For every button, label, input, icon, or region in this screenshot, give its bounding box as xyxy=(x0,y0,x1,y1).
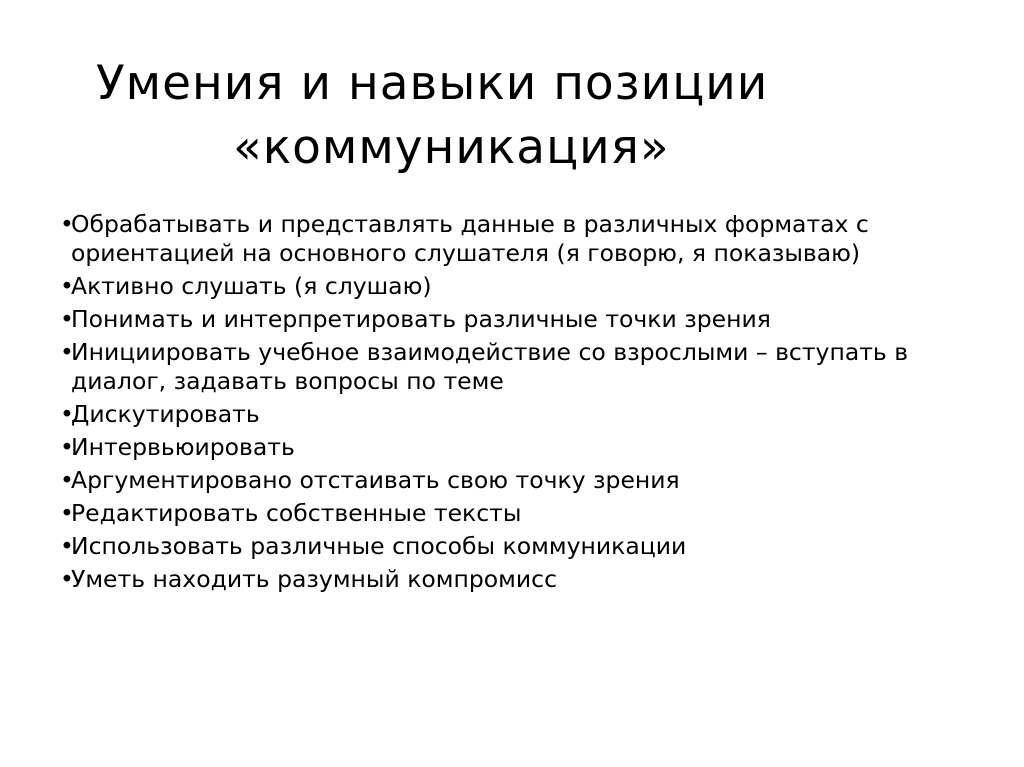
bullet-icon: • xyxy=(60,305,74,333)
title-line-2: «коммуникация» xyxy=(233,120,670,175)
title-line-1: Умения и навыки позиции xyxy=(96,56,769,111)
list-item-text: Уметь находить разумный компромисс xyxy=(71,565,558,593)
list-item xyxy=(60,305,990,334)
list-item xyxy=(60,532,990,561)
list-item-text: Интервьюировать xyxy=(71,433,295,461)
list-item xyxy=(60,466,990,495)
list-item xyxy=(60,499,990,528)
list-item xyxy=(60,565,990,594)
list-item xyxy=(60,433,990,462)
bullet-icon: • xyxy=(60,499,74,527)
list-item xyxy=(60,210,990,268)
list-item-text: Обрабатывать и представлять данные в различных форматах с ориентацией на основного слушателя (я говорю, я показываю) xyxy=(71,210,869,267)
list-item-text: Понимать и интерпретировать различные точки зрения xyxy=(71,305,771,333)
bullet-icon: • xyxy=(60,466,74,494)
list-item-text: Редактировать собственные тексты xyxy=(71,499,522,527)
list-item xyxy=(60,272,990,301)
skills-list xyxy=(60,210,990,598)
list-item-text: Инициировать учебное взаимодействие со взрослыми – вступать в диалог, задавать вопросы по теме xyxy=(71,338,909,395)
bullet-icon: • xyxy=(60,532,74,560)
slide-title xyxy=(0,52,1024,180)
list-item-text: Использовать различные способы коммуникации xyxy=(71,532,687,560)
list-item xyxy=(60,400,990,429)
list-item-text: Аргументировано отстаивать свою точку зрения xyxy=(71,466,680,494)
list-item xyxy=(60,338,990,396)
bullet-icon: • xyxy=(60,338,74,366)
bullet-icon: • xyxy=(60,210,74,238)
bullet-icon: • xyxy=(60,433,74,461)
list-item-text: Активно слушать (я слушаю) xyxy=(71,272,432,300)
bullet-icon: • xyxy=(60,565,74,593)
bullet-icon: • xyxy=(60,272,74,300)
bullet-icon: • xyxy=(60,400,74,428)
list-item-text: Дискутировать xyxy=(71,400,260,428)
